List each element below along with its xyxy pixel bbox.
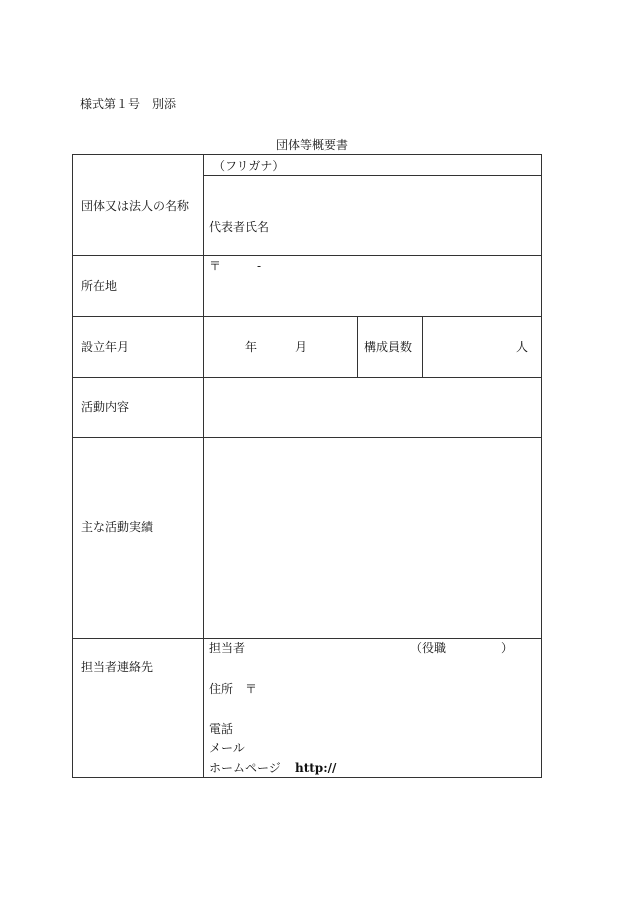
row-divider-established [73, 377, 542, 378]
contact-person-label: 担当者 [209, 641, 246, 655]
row-divider-address [73, 316, 542, 317]
activity-row-label: 活動内容 [81, 400, 130, 414]
contact-phone-label: 電話 [209, 722, 234, 736]
row-divider-achievements [73, 638, 542, 639]
members-unit: 人 [516, 340, 529, 354]
document-title: 団体等概要書 [276, 138, 349, 152]
name-row-label: 団体又は法人の名称 [81, 199, 190, 213]
position-close-label: ） [501, 641, 514, 655]
contact-homepage-label: ホームページ [209, 761, 281, 775]
contact-address-label: 住所 〒 [209, 682, 258, 696]
postal-mark: 〒 [209, 259, 222, 273]
contact-row-label: 担当者連絡先 [81, 660, 154, 674]
members-label: 構成員数 [364, 340, 413, 354]
established-row-label: 設立年月 [81, 340, 130, 354]
furigana-label: （フリガナ） [213, 159, 285, 173]
form-number: 様式第１号 別添 [80, 97, 177, 111]
postal-dash: - [257, 259, 262, 273]
label-column-divider [203, 155, 204, 777]
homepage-prefix: http:// [295, 761, 337, 775]
achievements-row-label: 主な活動実績 [81, 520, 154, 534]
position-open-label: （役職 [410, 641, 447, 655]
row-divider-activity [73, 437, 542, 438]
members-label-left-divider [357, 317, 358, 377]
row-divider-name [73, 255, 542, 256]
year-unit: 年 [245, 340, 258, 354]
contact-email-label: メール [209, 741, 245, 755]
members-label-right-divider [422, 317, 423, 377]
representative-label: 代表者氏名 [209, 220, 270, 234]
furigana-divider [203, 175, 542, 176]
address-row-label: 所在地 [81, 279, 118, 293]
month-unit: 月 [295, 340, 308, 354]
summary-table [72, 154, 542, 778]
